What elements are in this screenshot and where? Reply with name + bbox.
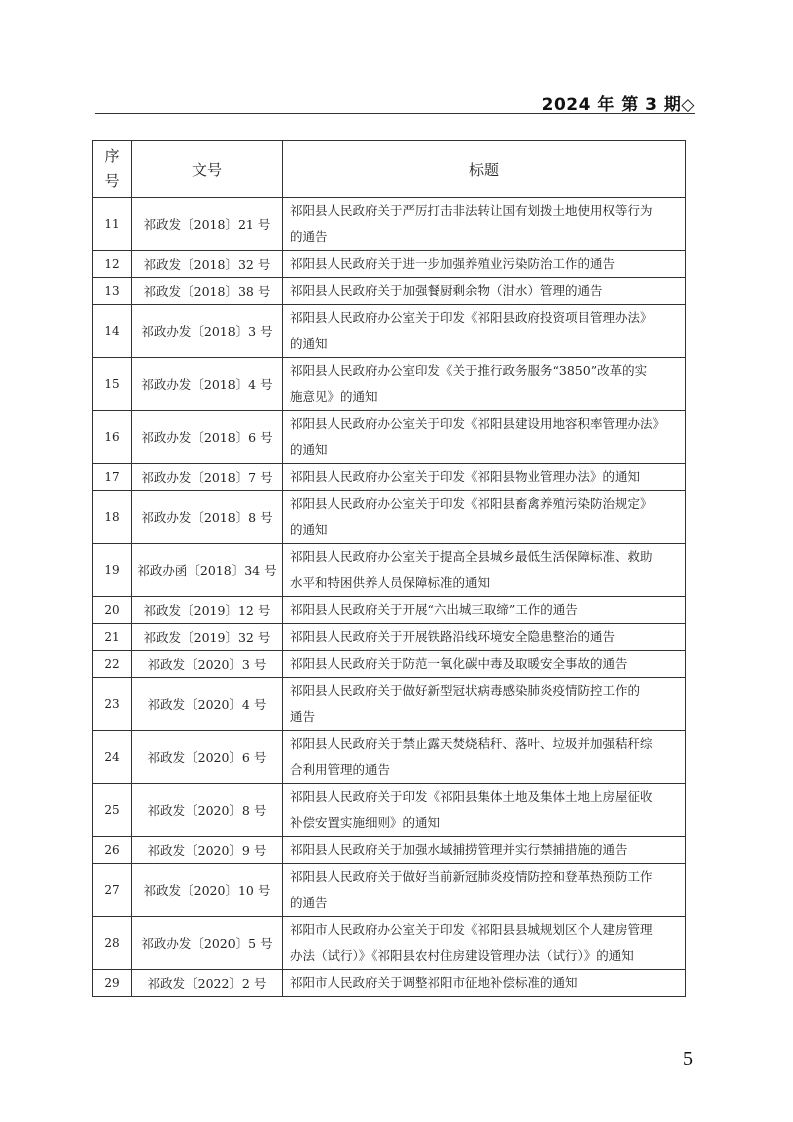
row-title <box>283 597 686 624</box>
row-seq: 23 <box>93 678 132 731</box>
document-table <box>92 140 686 997</box>
row-title-line: 祁阳县人民政府关于加强水域捕捞管理并实行禁捕措施的通告 <box>290 842 628 857</box>
row-title-line: 祁阳县人民政府办公室关于提高全县城乡最低生活保障标准、救助 <box>290 549 653 564</box>
row-title <box>283 651 686 678</box>
row-title <box>283 917 686 970</box>
table-row <box>93 784 686 837</box>
row-doc-no: 祁政发〔2020〕4 号 <box>132 678 283 731</box>
row-doc-no: 祁政发〔2018〕21 号 <box>132 198 283 251</box>
header-rule <box>95 113 695 114</box>
table-header-row <box>93 141 686 198</box>
row-title-line: 祁阳县人民政府关于禁止露天焚烧秸秆、落叶、垃圾并加强秸秆综 <box>290 736 653 751</box>
table-row <box>93 491 686 544</box>
row-title-line: 祁阳县人民政府关于做好新型冠状病毒感染肺炎疫情防控工作的 <box>290 683 641 698</box>
row-title-line: 办法（试行）》《祁阳县农村住房建设管理办法（试行）》的通知 <box>290 948 634 963</box>
row-seq: 26 <box>93 837 132 864</box>
table-row <box>93 597 686 624</box>
row-title <box>283 731 686 784</box>
row-title <box>283 278 686 305</box>
table-row <box>93 544 686 597</box>
table-row <box>93 970 686 997</box>
table-row <box>93 198 686 251</box>
row-title <box>283 411 686 464</box>
row-title-line: 的通告 <box>290 895 328 910</box>
table-row <box>93 464 686 491</box>
row-doc-no: 祁政发〔2020〕3 号 <box>132 651 283 678</box>
table-row <box>93 305 686 358</box>
row-title <box>283 624 686 651</box>
row-title-line: 合利用管理的通告 <box>290 762 391 777</box>
row-seq: 15 <box>93 358 132 411</box>
row-title-line: 祁阳县人民政府办公室印发《关于推行政务服务“3850”改革的实 <box>290 363 648 378</box>
row-title <box>283 305 686 358</box>
row-doc-no: 祁政发〔2018〕32 号 <box>132 251 283 278</box>
row-title-line: 的通告 <box>290 229 328 244</box>
row-title-line: 祁阳县人民政府关于开展“六出城三取缔”工作的通告 <box>290 602 578 617</box>
row-seq: 28 <box>93 917 132 970</box>
row-seq: 24 <box>93 731 132 784</box>
row-seq: 13 <box>93 278 132 305</box>
row-title-line: 祁阳县人民政府关于做好当前新冠肺炎疫情防控和登革热预防工作 <box>290 869 653 884</box>
table-row <box>93 917 686 970</box>
row-title-line: 祁阳县人民政府关于加强餐厨剩余物（泔水）管理的通告 <box>290 283 603 298</box>
row-seq: 14 <box>93 305 132 358</box>
row-doc-no: 祁政发〔2020〕10 号 <box>132 864 283 917</box>
row-title-line: 祁阳市人民政府办公室关于印发《祁阳县县城规划区个人建房管理 <box>290 922 653 937</box>
row-doc-no: 祁政发〔2019〕32 号 <box>132 624 283 651</box>
row-seq: 22 <box>93 651 132 678</box>
row-doc-no: 祁政办发〔2018〕7 号 <box>132 464 283 491</box>
row-doc-no: 祁政办发〔2018〕3 号 <box>132 305 283 358</box>
row-title-line: 水平和特困供养人员保障标准的通知 <box>290 575 491 590</box>
row-doc-no: 祁政发〔2020〕6 号 <box>132 731 283 784</box>
row-title <box>283 358 686 411</box>
row-title-line: 祁阳县人民政府办公室关于印发《祁阳县政府投资项目管理办法》 <box>290 310 653 325</box>
row-title <box>283 678 686 731</box>
row-doc-no: 祁政办发〔2020〕5 号 <box>132 917 283 970</box>
table-row <box>93 864 686 917</box>
row-seq: 16 <box>93 411 132 464</box>
row-doc-no: 祁政发〔2018〕38 号 <box>132 278 283 305</box>
row-doc-no: 祁政办发〔2018〕6 号 <box>132 411 283 464</box>
issue-header: 2024 年 第 3 期◇ <box>541 95 695 115</box>
row-title-line: 祁阳县人民政府关于防范一氧化碳中毒及取暖安全事故的通告 <box>290 656 628 671</box>
row-seq: 20 <box>93 597 132 624</box>
row-title <box>283 464 686 491</box>
table-row <box>93 731 686 784</box>
row-title-line: 补偿安置实施细则》的通知 <box>290 815 441 830</box>
row-doc-no: 祁政发〔2020〕9 号 <box>132 837 283 864</box>
table-row <box>93 678 686 731</box>
row-seq: 21 <box>93 624 132 651</box>
row-title-line: 通告 <box>290 709 316 724</box>
table-row <box>93 837 686 864</box>
column-header-title: 标题 <box>283 141 686 198</box>
row-title-line: 的通知 <box>290 442 328 457</box>
row-doc-no: 祁政办发〔2018〕8 号 <box>132 491 283 544</box>
row-seq: 18 <box>93 491 132 544</box>
row-doc-no: 祁政发〔2019〕12 号 <box>132 597 283 624</box>
row-title-line: 祁阳县人民政府办公室关于印发《祁阳县畜禽养殖污染防治规定》 <box>290 496 653 511</box>
table-row <box>93 251 686 278</box>
row-doc-no: 祁政办函〔2018〕34 号 <box>132 544 283 597</box>
row-title-line: 的通知 <box>290 522 328 537</box>
row-title <box>283 198 686 251</box>
row-title <box>283 251 686 278</box>
row-seq: 27 <box>93 864 132 917</box>
row-title <box>283 864 686 917</box>
column-header-seq-line2: 号 <box>104 172 120 190</box>
row-doc-no: 祁政办发〔2018〕4 号 <box>132 358 283 411</box>
column-header-doc-no: 文号 <box>132 141 283 198</box>
table-row <box>93 651 686 678</box>
row-seq: 29 <box>93 970 132 997</box>
row-title-line: 祁阳县人民政府关于进一步加强养殖业污染防治工作的通告 <box>290 256 616 271</box>
row-title <box>283 544 686 597</box>
row-title-line: 祁阳县人民政府关于开展铁路沿线环境安全隐患整治的通告 <box>290 629 616 644</box>
row-title-line: 祁阳县人民政府关于严厉打击非法转让国有划拨土地使用权等行为 <box>290 203 653 218</box>
table-row <box>93 358 686 411</box>
row-title-line: 祁阳县人民政府办公室关于印发《祁阳县物业管理办法》的通知 <box>290 469 641 484</box>
table-row <box>93 411 686 464</box>
row-title <box>283 491 686 544</box>
row-title-line: 施意见》的通知 <box>290 389 378 404</box>
row-seq: 19 <box>93 544 132 597</box>
row-title <box>283 970 686 997</box>
row-title-line: 祁阳县人民政府关于印发《祁阳县集体土地及集体土地上房屋征收 <box>290 789 653 804</box>
row-seq: 25 <box>93 784 132 837</box>
row-title <box>283 784 686 837</box>
row-title-line: 祁阳县人民政府办公室关于印发《祁阳县建设用地容积率管理办法》 <box>290 416 666 431</box>
row-title-line: 祁阳市人民政府关于调整祁阳市征地补偿标准的通知 <box>290 975 578 990</box>
table-row <box>93 624 686 651</box>
row-seq: 11 <box>93 198 132 251</box>
row-seq: 17 <box>93 464 132 491</box>
page-number: 5 <box>683 1048 693 1070</box>
row-seq: 12 <box>93 251 132 278</box>
row-doc-no: 祁政发〔2022〕2 号 <box>132 970 283 997</box>
column-header-seq <box>93 141 132 198</box>
row-title-line: 的通知 <box>290 336 328 351</box>
row-title <box>283 837 686 864</box>
row-doc-no: 祁政发〔2020〕8 号 <box>132 784 283 837</box>
column-header-seq-line1: 序 <box>104 147 120 165</box>
table-row <box>93 278 686 305</box>
table-body <box>93 198 686 997</box>
